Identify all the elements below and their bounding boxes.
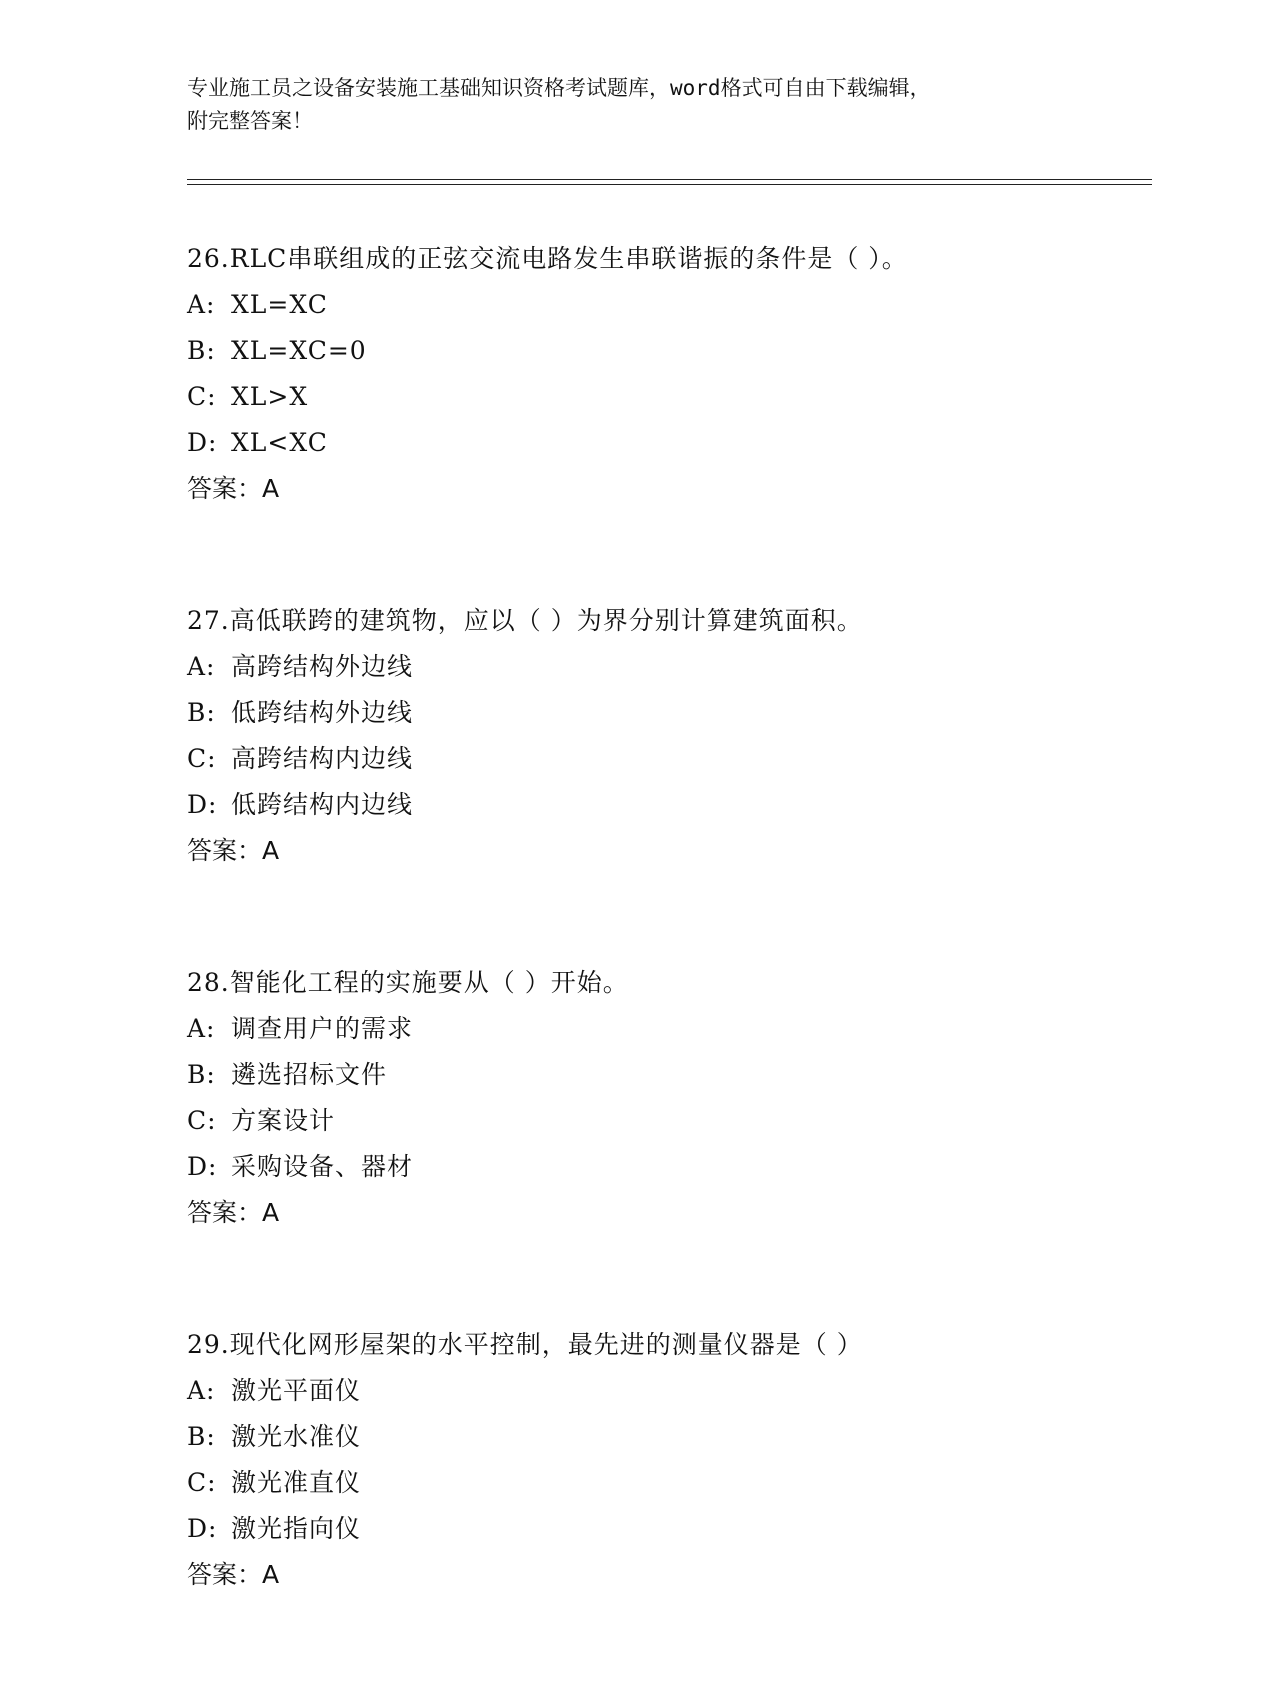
question-29 [187, 1322, 1147, 1598]
question-stem: 28.智能化工程的实施要从（ ）开始。 [187, 968, 629, 997]
answer-line: 答案：A [187, 1198, 280, 1227]
option-b [187, 690, 1147, 736]
answer-line: 答案：A [187, 1560, 280, 1589]
option-d [187, 1144, 1147, 1190]
header-divider-top [187, 179, 1152, 180]
option-key: A: [187, 290, 216, 319]
header-line-2: 附完整答案！ [187, 109, 313, 133]
option-c [187, 1460, 1147, 1506]
option-c [187, 736, 1147, 782]
option-text: 遴选招标文件 [231, 1060, 388, 1089]
option-text: 激光指向仪 [231, 1514, 362, 1543]
option-text: XL<XC [231, 428, 328, 457]
answer-line: 答案：A [187, 474, 280, 503]
option-key: D: [187, 1152, 218, 1181]
question-stem: 27.高低联跨的建筑物，应以（ ）为界分别计算建筑面积。 [187, 606, 863, 635]
question-stem: 29.现代化网形屋架的水平控制，最先进的测量仪器是（ ） [187, 1330, 863, 1359]
document-header [187, 72, 1087, 138]
option-text: 高跨结构内边线 [231, 744, 414, 773]
option-c [187, 1098, 1147, 1144]
question-27 [187, 598, 1147, 874]
option-key: C: [187, 382, 217, 411]
option-a [187, 644, 1147, 690]
option-key: B: [187, 1060, 216, 1089]
question-26 [187, 236, 1147, 512]
option-text: 激光水准仪 [231, 1422, 362, 1451]
header-divider-bottom [187, 184, 1152, 185]
option-key: D: [187, 790, 218, 819]
question-28 [187, 960, 1147, 1236]
option-key: D: [187, 428, 218, 457]
option-c [187, 374, 1147, 420]
option-key: C: [187, 1106, 217, 1135]
option-b [187, 1414, 1147, 1460]
option-text: 低跨结构外边线 [231, 698, 414, 727]
option-text: 激光平面仪 [231, 1376, 362, 1405]
option-key: C: [187, 1468, 217, 1497]
option-key: A: [187, 1376, 216, 1405]
option-a [187, 1006, 1147, 1052]
question-stem: 26.RLC串联组成的正弦交流电路发生串联谐振的条件是（ ）。 [187, 244, 908, 273]
option-a [187, 1368, 1147, 1414]
option-text: XL=XC=0 [231, 336, 367, 365]
option-key: A: [187, 1014, 216, 1043]
option-text: XL>X [231, 382, 309, 411]
header-line-1: 专业施工员之设备安装施工基础知识资格考试题库，word格式可自由下载编辑， [187, 76, 931, 100]
option-key: B: [187, 698, 216, 727]
option-d [187, 420, 1147, 466]
option-b [187, 328, 1147, 374]
option-text: XL=XC [231, 290, 328, 319]
option-b [187, 1052, 1147, 1098]
option-key: D: [187, 1514, 218, 1543]
option-key: B: [187, 336, 216, 365]
option-text: 低跨结构内边线 [231, 790, 414, 819]
option-key: C: [187, 744, 217, 773]
option-key: A: [187, 652, 216, 681]
option-text: 采购设备、器材 [231, 1152, 414, 1181]
option-text: 方案设计 [231, 1106, 336, 1135]
option-text: 高跨结构外边线 [231, 652, 414, 681]
question-list [187, 236, 1147, 1684]
option-text: 激光准直仪 [231, 1468, 362, 1497]
option-d [187, 782, 1147, 828]
option-text: 调查用户的需求 [231, 1014, 414, 1043]
option-a [187, 282, 1147, 328]
option-key: B: [187, 1422, 216, 1451]
option-d [187, 1506, 1147, 1552]
answer-line: 答案：A [187, 836, 280, 865]
